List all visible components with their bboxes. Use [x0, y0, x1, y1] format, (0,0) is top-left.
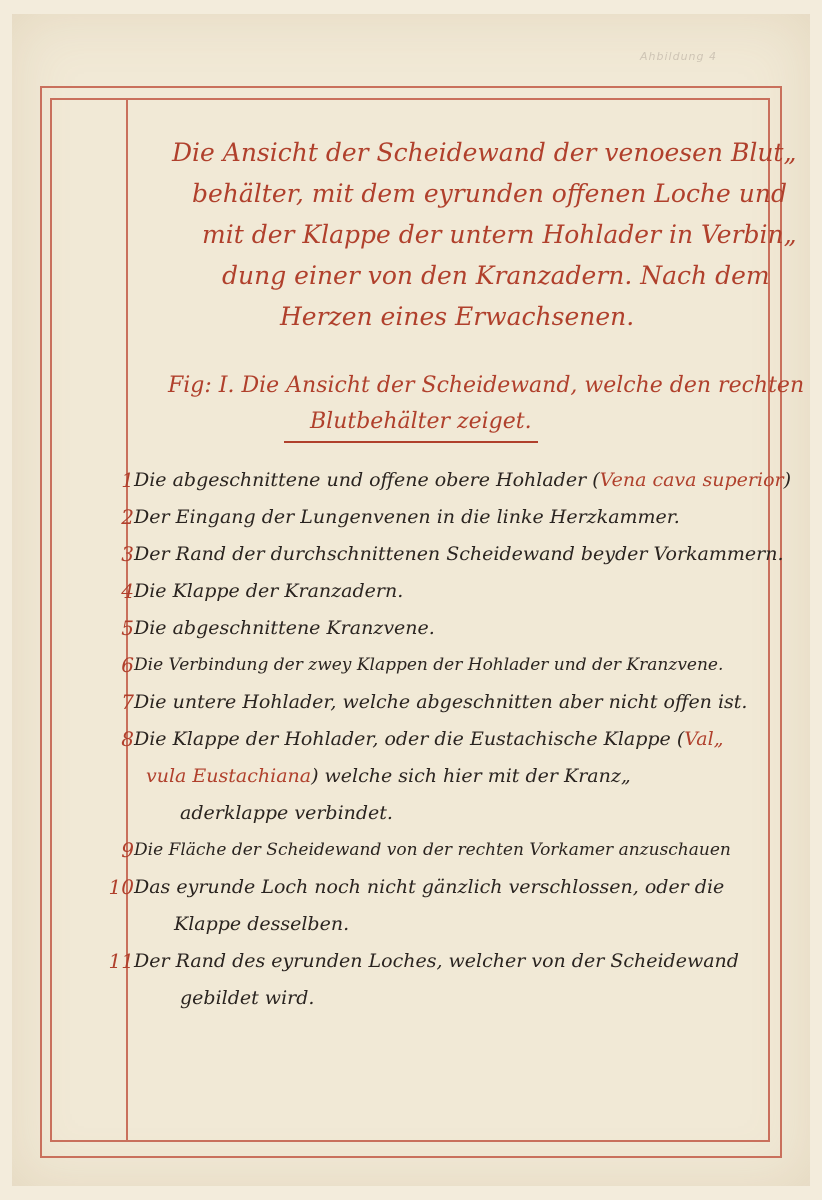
item-number: 7: [121, 690, 134, 714]
list-item: [100, 869, 770, 943]
item-text: gebildet wird.: [180, 987, 315, 1009]
list-item: [100, 536, 784, 573]
list-item: [100, 943, 770, 1017]
list-item: [100, 832, 770, 869]
figure-label: Fig: I.: [168, 373, 235, 398]
item-text: Der Rand des eyrunden Loches, welcher von der Scheidewand: [134, 950, 739, 972]
latin-term: Val„: [684, 728, 724, 750]
list-item: [100, 462, 792, 499]
item-text: Klappe desselben.: [174, 913, 350, 935]
item-text: Die abgeschnittene und offene obere Hohlader (: [134, 469, 600, 491]
list-item: [100, 573, 770, 610]
item-number: 8: [121, 727, 134, 751]
list-item: [100, 610, 770, 647]
item-text: ) welche sich hier mit der Kranz„: [311, 765, 631, 787]
item-text: Die Verbindung der zwey Klappen der Hohlader und der Kranzvene.: [134, 655, 724, 675]
title-line: behälter, mit dem eyrunden offenen Loche und: [192, 179, 788, 208]
item-text: Die untere Hohlader, welche abgeschnitten aber nicht offen ist.: [134, 691, 748, 713]
page-title: [150, 132, 797, 337]
title-line: Die Ansicht der Scheidewand der venoesen Blut„: [172, 138, 797, 167]
item-number: 5: [121, 616, 134, 640]
latin-term: vula Eustachiana: [146, 765, 312, 787]
list-item: [100, 647, 770, 684]
pencil-annotation: Ahbildung 4: [640, 50, 717, 63]
item-number: 2: [121, 505, 134, 529]
item-text: Der Rand der durchschnittenen Scheidewand beyder Vorkammern.: [134, 543, 784, 565]
item-text: Der Eingang der Lungenvenen in die linke Herzkammer.: [134, 506, 680, 528]
figure-caption: [168, 368, 805, 440]
item-number: 9: [121, 838, 134, 862]
title-line: mit der Klappe der untern Hohlader in Verbin„: [202, 220, 797, 249]
list-item: [100, 499, 770, 536]
item-number: 6: [121, 653, 134, 677]
list-item: [100, 684, 770, 721]
item-text: Die Klappe der Kranzadern.: [134, 580, 404, 602]
item-text-end: ): [783, 469, 792, 491]
item-number: 4: [121, 579, 134, 603]
item-number: 3: [121, 542, 134, 566]
item-text: Die abgeschnittene Kranzvene.: [134, 617, 435, 639]
figure-caption-line: Die Ansicht der Scheidewand, welche den rechten: [241, 373, 805, 398]
title-line: dung einer von den Kranzadern. Nach dem: [222, 261, 770, 290]
item-number: 1: [121, 468, 134, 492]
item-text: Das eyrunde Loch noch nicht gänzlich verschlossen, oder die: [134, 876, 725, 898]
latin-term: Vena cava superior: [599, 469, 784, 491]
title-line: Herzen eines Erwachsenen.: [280, 302, 635, 331]
item-text: Die Fläche der Scheidewand von der rechten Vorkamer anzuschauen: [134, 840, 731, 860]
caption-underline: [284, 441, 538, 443]
item-text: Die Klappe der Hohlader, oder die Eustachische Klappe (: [134, 728, 685, 750]
item-text: aderklappe verbindet.: [180, 802, 393, 824]
legend-list: [100, 462, 792, 1017]
figure-caption-line: Blutbehälter zeiget.: [310, 409, 532, 434]
item-number: 11: [108, 949, 134, 973]
list-item: [100, 721, 770, 832]
item-number: 10: [108, 875, 134, 899]
